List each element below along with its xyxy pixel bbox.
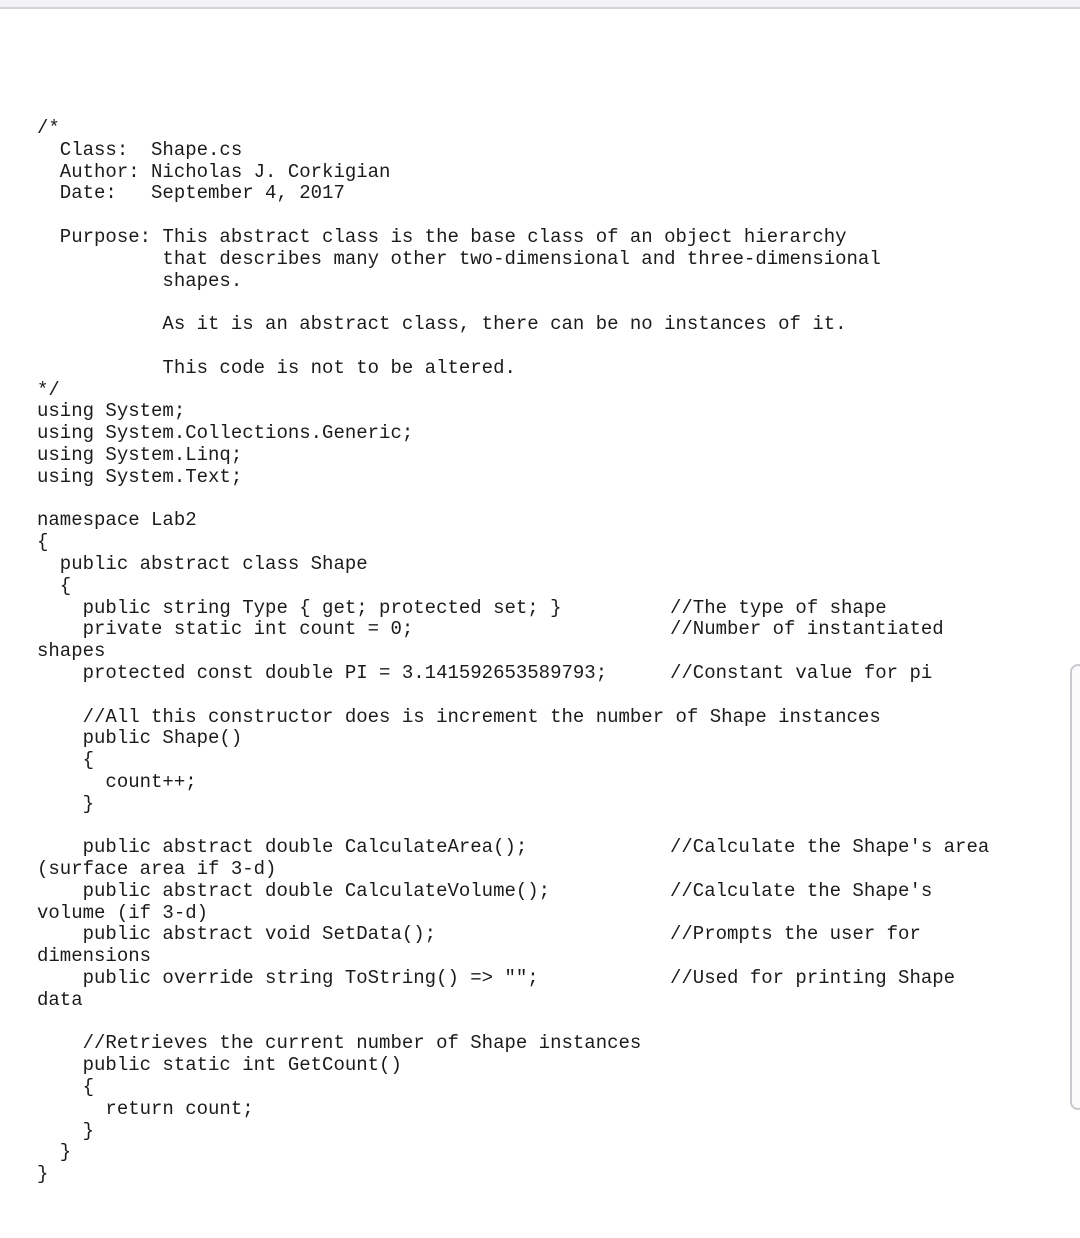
code-line xyxy=(37,1099,1067,1121)
code-line xyxy=(37,859,1067,881)
code-text: { xyxy=(37,574,72,597)
code-line xyxy=(37,314,1067,336)
code-line xyxy=(37,445,1067,467)
code-text: Date: September 4, 2017 xyxy=(37,182,345,205)
code-line xyxy=(37,467,1067,489)
code-text: public static int GetCount() xyxy=(37,1054,402,1077)
code-text: As it is an abstract class, there can be no instances of it. xyxy=(37,313,847,336)
code-text: //All this constructor does is increment the number of Shape instances xyxy=(37,705,881,728)
code-line xyxy=(37,358,1067,380)
code-line xyxy=(37,1055,1067,1077)
code-text: public abstract void SetData(); xyxy=(37,923,437,946)
code-line xyxy=(37,532,1067,554)
code-line xyxy=(37,685,1067,707)
code-line xyxy=(37,271,1067,293)
code-text: public override string ToString() => ""; xyxy=(37,967,539,990)
code-text: /* xyxy=(37,117,60,139)
code-line xyxy=(37,489,1067,511)
code-text: public abstract class Shape xyxy=(37,552,368,575)
code-line xyxy=(37,946,1067,968)
code-line xyxy=(37,227,1067,249)
code-text: data xyxy=(37,988,83,1011)
code-comment: //Constant value for pi xyxy=(670,661,933,684)
code-text: volume (if 3-d) xyxy=(37,901,209,924)
code-line xyxy=(37,140,1067,162)
code-text: { xyxy=(37,749,95,772)
code-text: private static int count = 0; xyxy=(37,618,414,641)
code-text: using System.Collections.Generic; xyxy=(37,422,414,445)
code-text: public abstract double CalculateArea(); xyxy=(37,836,528,859)
code-document xyxy=(37,118,1067,1186)
code-line xyxy=(37,576,1067,598)
code-comment: //Calculate the Shape's area xyxy=(670,836,990,859)
code-comment: //Prompts the user for xyxy=(670,923,921,946)
code-text: //Retrieves the current number of Shape instances xyxy=(37,1032,642,1055)
code-line xyxy=(37,598,1067,620)
code-comment: //The type of shape xyxy=(670,596,887,619)
code-text: using System.Linq; xyxy=(37,443,243,466)
code-line xyxy=(37,162,1067,184)
code-line xyxy=(37,924,1067,946)
code-text: } xyxy=(37,1119,95,1142)
code-comment: //Number of instantiated xyxy=(670,618,944,641)
code-text: Class: Shape.cs xyxy=(37,138,243,161)
code-text: return count; xyxy=(37,1097,254,1120)
code-line xyxy=(37,401,1067,423)
code-line xyxy=(37,881,1067,903)
code-text: } xyxy=(37,1141,72,1164)
code-line xyxy=(37,183,1067,205)
code-line xyxy=(37,837,1067,859)
code-text: This code is not to be altered. xyxy=(37,356,516,379)
code-text: public abstract double CalculateVolume(); xyxy=(37,879,551,902)
code-line xyxy=(37,336,1067,358)
code-line xyxy=(37,619,1067,641)
code-line xyxy=(37,968,1067,990)
code-line xyxy=(37,794,1067,816)
code-line xyxy=(37,1012,1067,1034)
code-line xyxy=(37,663,1067,685)
top-toolbar-edge xyxy=(0,0,1080,9)
code-line xyxy=(37,554,1067,576)
code-text: using System; xyxy=(37,400,186,423)
code-line xyxy=(37,292,1067,314)
code-line xyxy=(37,750,1067,772)
code-line xyxy=(37,249,1067,271)
code-line xyxy=(37,118,1067,140)
code-text: (surface area if 3-d) xyxy=(37,858,277,881)
code-text: } xyxy=(37,1163,49,1186)
code-text: dimensions xyxy=(37,945,152,968)
code-line xyxy=(37,707,1067,729)
code-text: Purpose: This abstract class is the base class of an object hierarchy xyxy=(37,225,847,248)
code-line xyxy=(37,1164,1067,1186)
code-line xyxy=(37,1142,1067,1164)
scrollbar[interactable] xyxy=(1070,664,1080,1110)
code-line xyxy=(37,990,1067,1012)
code-text: { xyxy=(37,531,49,554)
code-line xyxy=(37,816,1067,838)
code-text: namespace Lab2 xyxy=(37,509,197,532)
code-line xyxy=(37,423,1067,445)
code-text: protected const double PI = 3.141592653589793; xyxy=(37,661,608,684)
code-text: public string Type { get; protected set; } xyxy=(37,596,562,619)
code-line xyxy=(37,728,1067,750)
code-text: */ xyxy=(37,378,60,401)
code-text: shapes xyxy=(37,640,106,663)
code-line xyxy=(37,1033,1067,1055)
code-line xyxy=(37,1121,1067,1143)
code-line xyxy=(37,380,1067,402)
code-text: } xyxy=(37,792,95,815)
code-line xyxy=(37,205,1067,227)
code-line xyxy=(37,641,1067,663)
code-text: Author: Nicholas J. Corkigian xyxy=(37,160,391,183)
code-text: { xyxy=(37,1076,95,1099)
code-text: using System.Text; xyxy=(37,465,243,488)
code-text: count++; xyxy=(37,770,197,793)
code-comment: //Calculate the Shape's xyxy=(670,879,933,902)
code-text: public Shape() xyxy=(37,727,243,750)
code-line xyxy=(37,1077,1067,1099)
code-text: shapes. xyxy=(37,269,243,292)
code-line xyxy=(37,772,1067,794)
code-line xyxy=(37,510,1067,532)
code-line xyxy=(37,903,1067,925)
code-comment: //Used for printing Shape xyxy=(670,967,956,990)
code-text: that describes many other two-dimensional and three-dimensional xyxy=(37,247,881,270)
